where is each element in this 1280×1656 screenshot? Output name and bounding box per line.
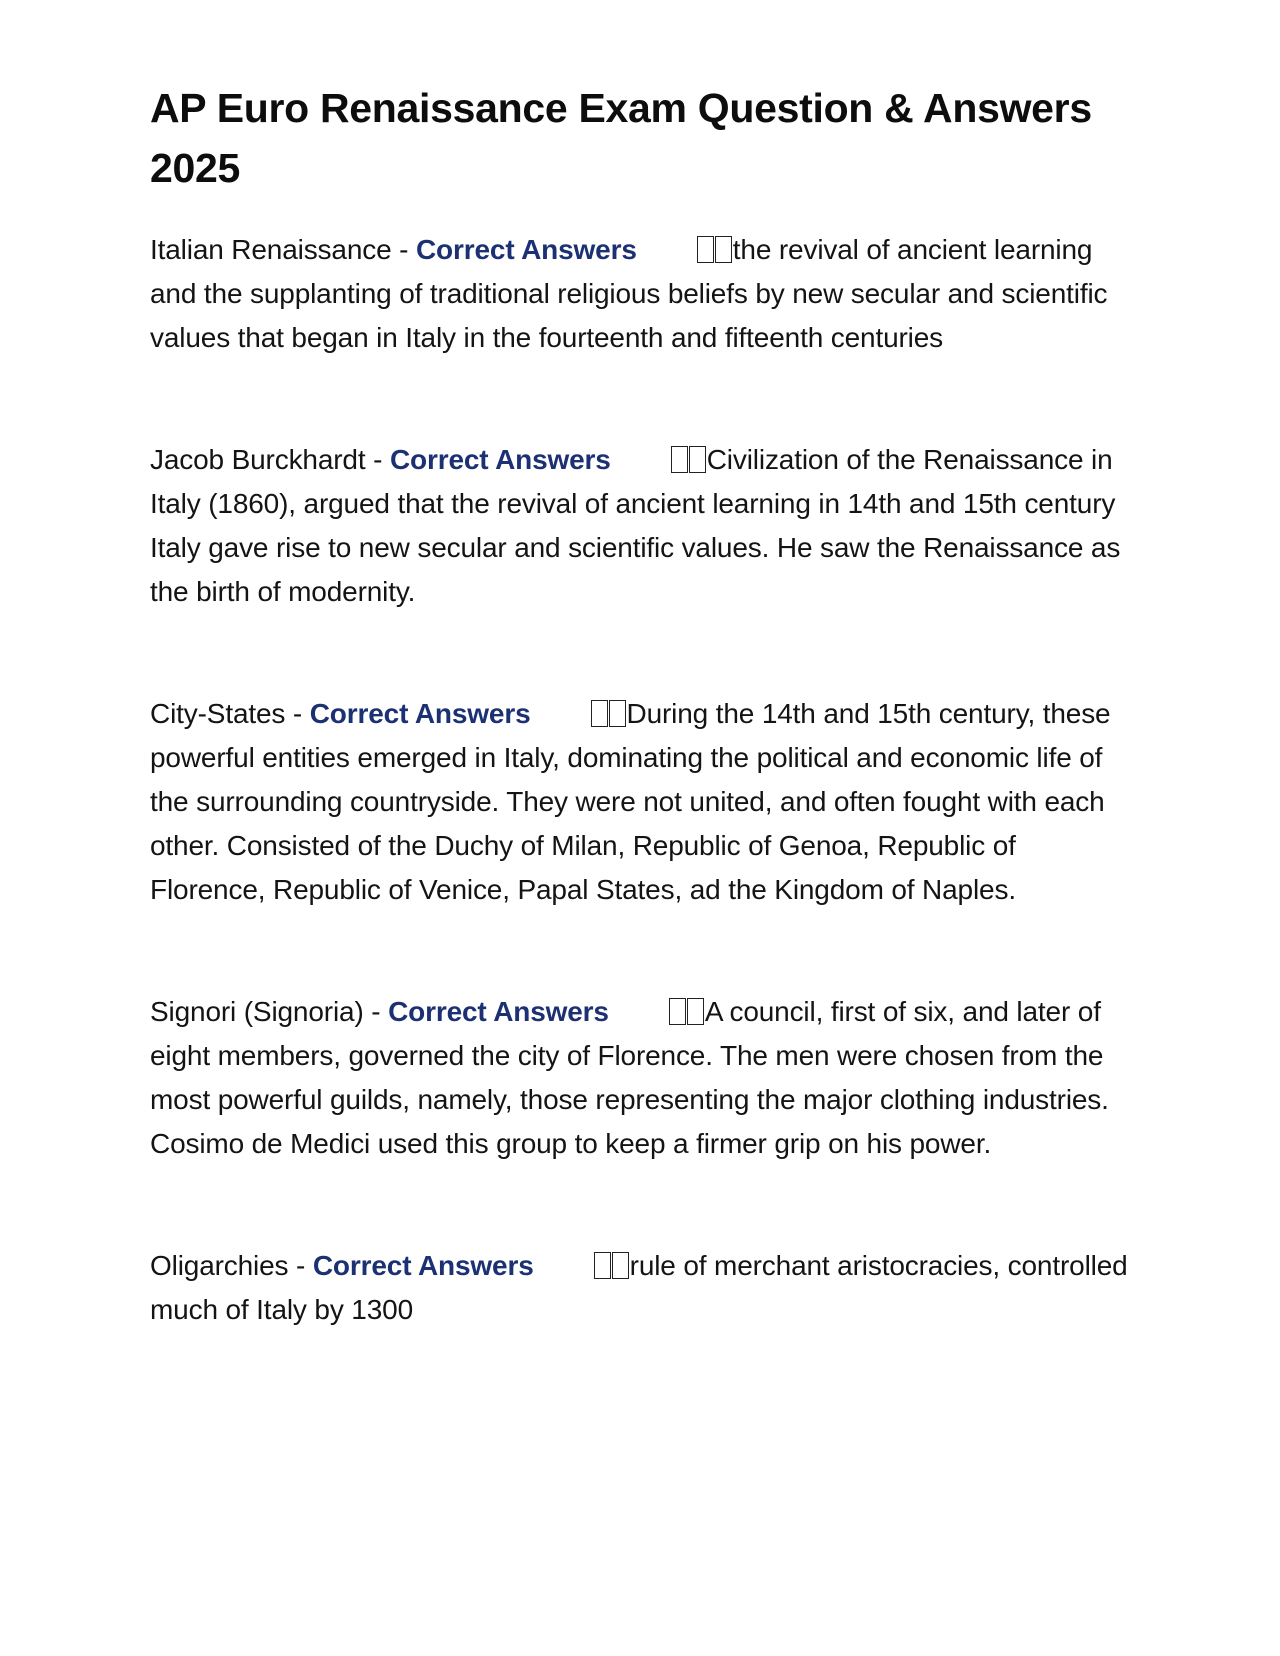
missing-glyph-icon bbox=[689, 446, 706, 473]
correct-answers-label: Correct Answers bbox=[388, 996, 609, 1027]
entry-term: Signori (Signoria) bbox=[150, 996, 364, 1027]
missing-glyph-icon bbox=[669, 998, 686, 1025]
missing-glyph-icon bbox=[715, 236, 732, 263]
entry-term: Oligarchies bbox=[150, 1250, 289, 1281]
entry-definition: the revival of ancient learning and the supplanting of traditional religious beliefs by new secular and scientific values that began in Italy in the fourteenth and fifteenth centuries bbox=[150, 234, 1108, 353]
entry-definition: rule of merchant aristocracies, controlled much of Italy by 1300 bbox=[150, 1250, 1128, 1325]
missing-glyph-icon bbox=[697, 236, 714, 263]
list-item bbox=[150, 990, 1130, 1166]
missing-glyph-icon bbox=[671, 446, 688, 473]
correct-answers-label: Correct Answers bbox=[415, 234, 637, 265]
list-item bbox=[150, 438, 1130, 614]
entry-separator: - bbox=[363, 996, 389, 1027]
entry-term: Italian Renaissance bbox=[150, 234, 392, 265]
entry-definition: A council, first of six, and later of eight members, governed the city of Florence. The men were chosen from the most powerful guilds, namely, those representing the major clothing industries. Cosimo de Medici used this group to keep a firmer grip on his power. bbox=[150, 996, 1109, 1159]
entry-term: City-States bbox=[150, 698, 286, 729]
correct-answers-label: Correct Answers bbox=[312, 1250, 534, 1281]
entry-separator: - bbox=[365, 444, 390, 475]
list-item bbox=[150, 1244, 1130, 1332]
missing-glyph-icon bbox=[612, 1252, 629, 1279]
correct-answers-label: Correct Answers bbox=[309, 698, 531, 729]
correct-answers-label: Correct Answers bbox=[389, 444, 611, 475]
list-item bbox=[150, 692, 1130, 912]
entry-separator: - bbox=[288, 1250, 313, 1281]
missing-glyph-icon bbox=[591, 700, 608, 727]
page-title: AP Euro Renaissance Exam Question & Answers 2025 bbox=[150, 85, 1092, 191]
document-page bbox=[150, 78, 1130, 1410]
missing-glyph-icon bbox=[594, 1252, 611, 1279]
missing-glyph-icon bbox=[609, 700, 626, 727]
entry-term: Jacob Burckhardt bbox=[150, 444, 366, 475]
entry-definition: Civilization of the Renaissance in Italy (1860), argued that the revival of ancient learning in 14th and 15th century Italy gave rise to new secular and scientific values. He saw the Renaissance as the birth of modernity. bbox=[150, 444, 1121, 607]
list-item bbox=[150, 228, 1130, 360]
entry-separator: - bbox=[391, 234, 416, 265]
entry-separator: - bbox=[285, 698, 310, 729]
missing-glyph-icon bbox=[687, 998, 704, 1025]
entry-definition: During the 14th and 15th century, these powerful entities emerged in Italy, dominating the political and economic life of the surrounding countryside. They were not united, and often fought with each other. Consisted of the Duchy of Milan, Republic of Genoa, Republic of Florence, Republic of Venice, Papal States, ad the Kingdom of Naples. bbox=[150, 698, 1111, 905]
